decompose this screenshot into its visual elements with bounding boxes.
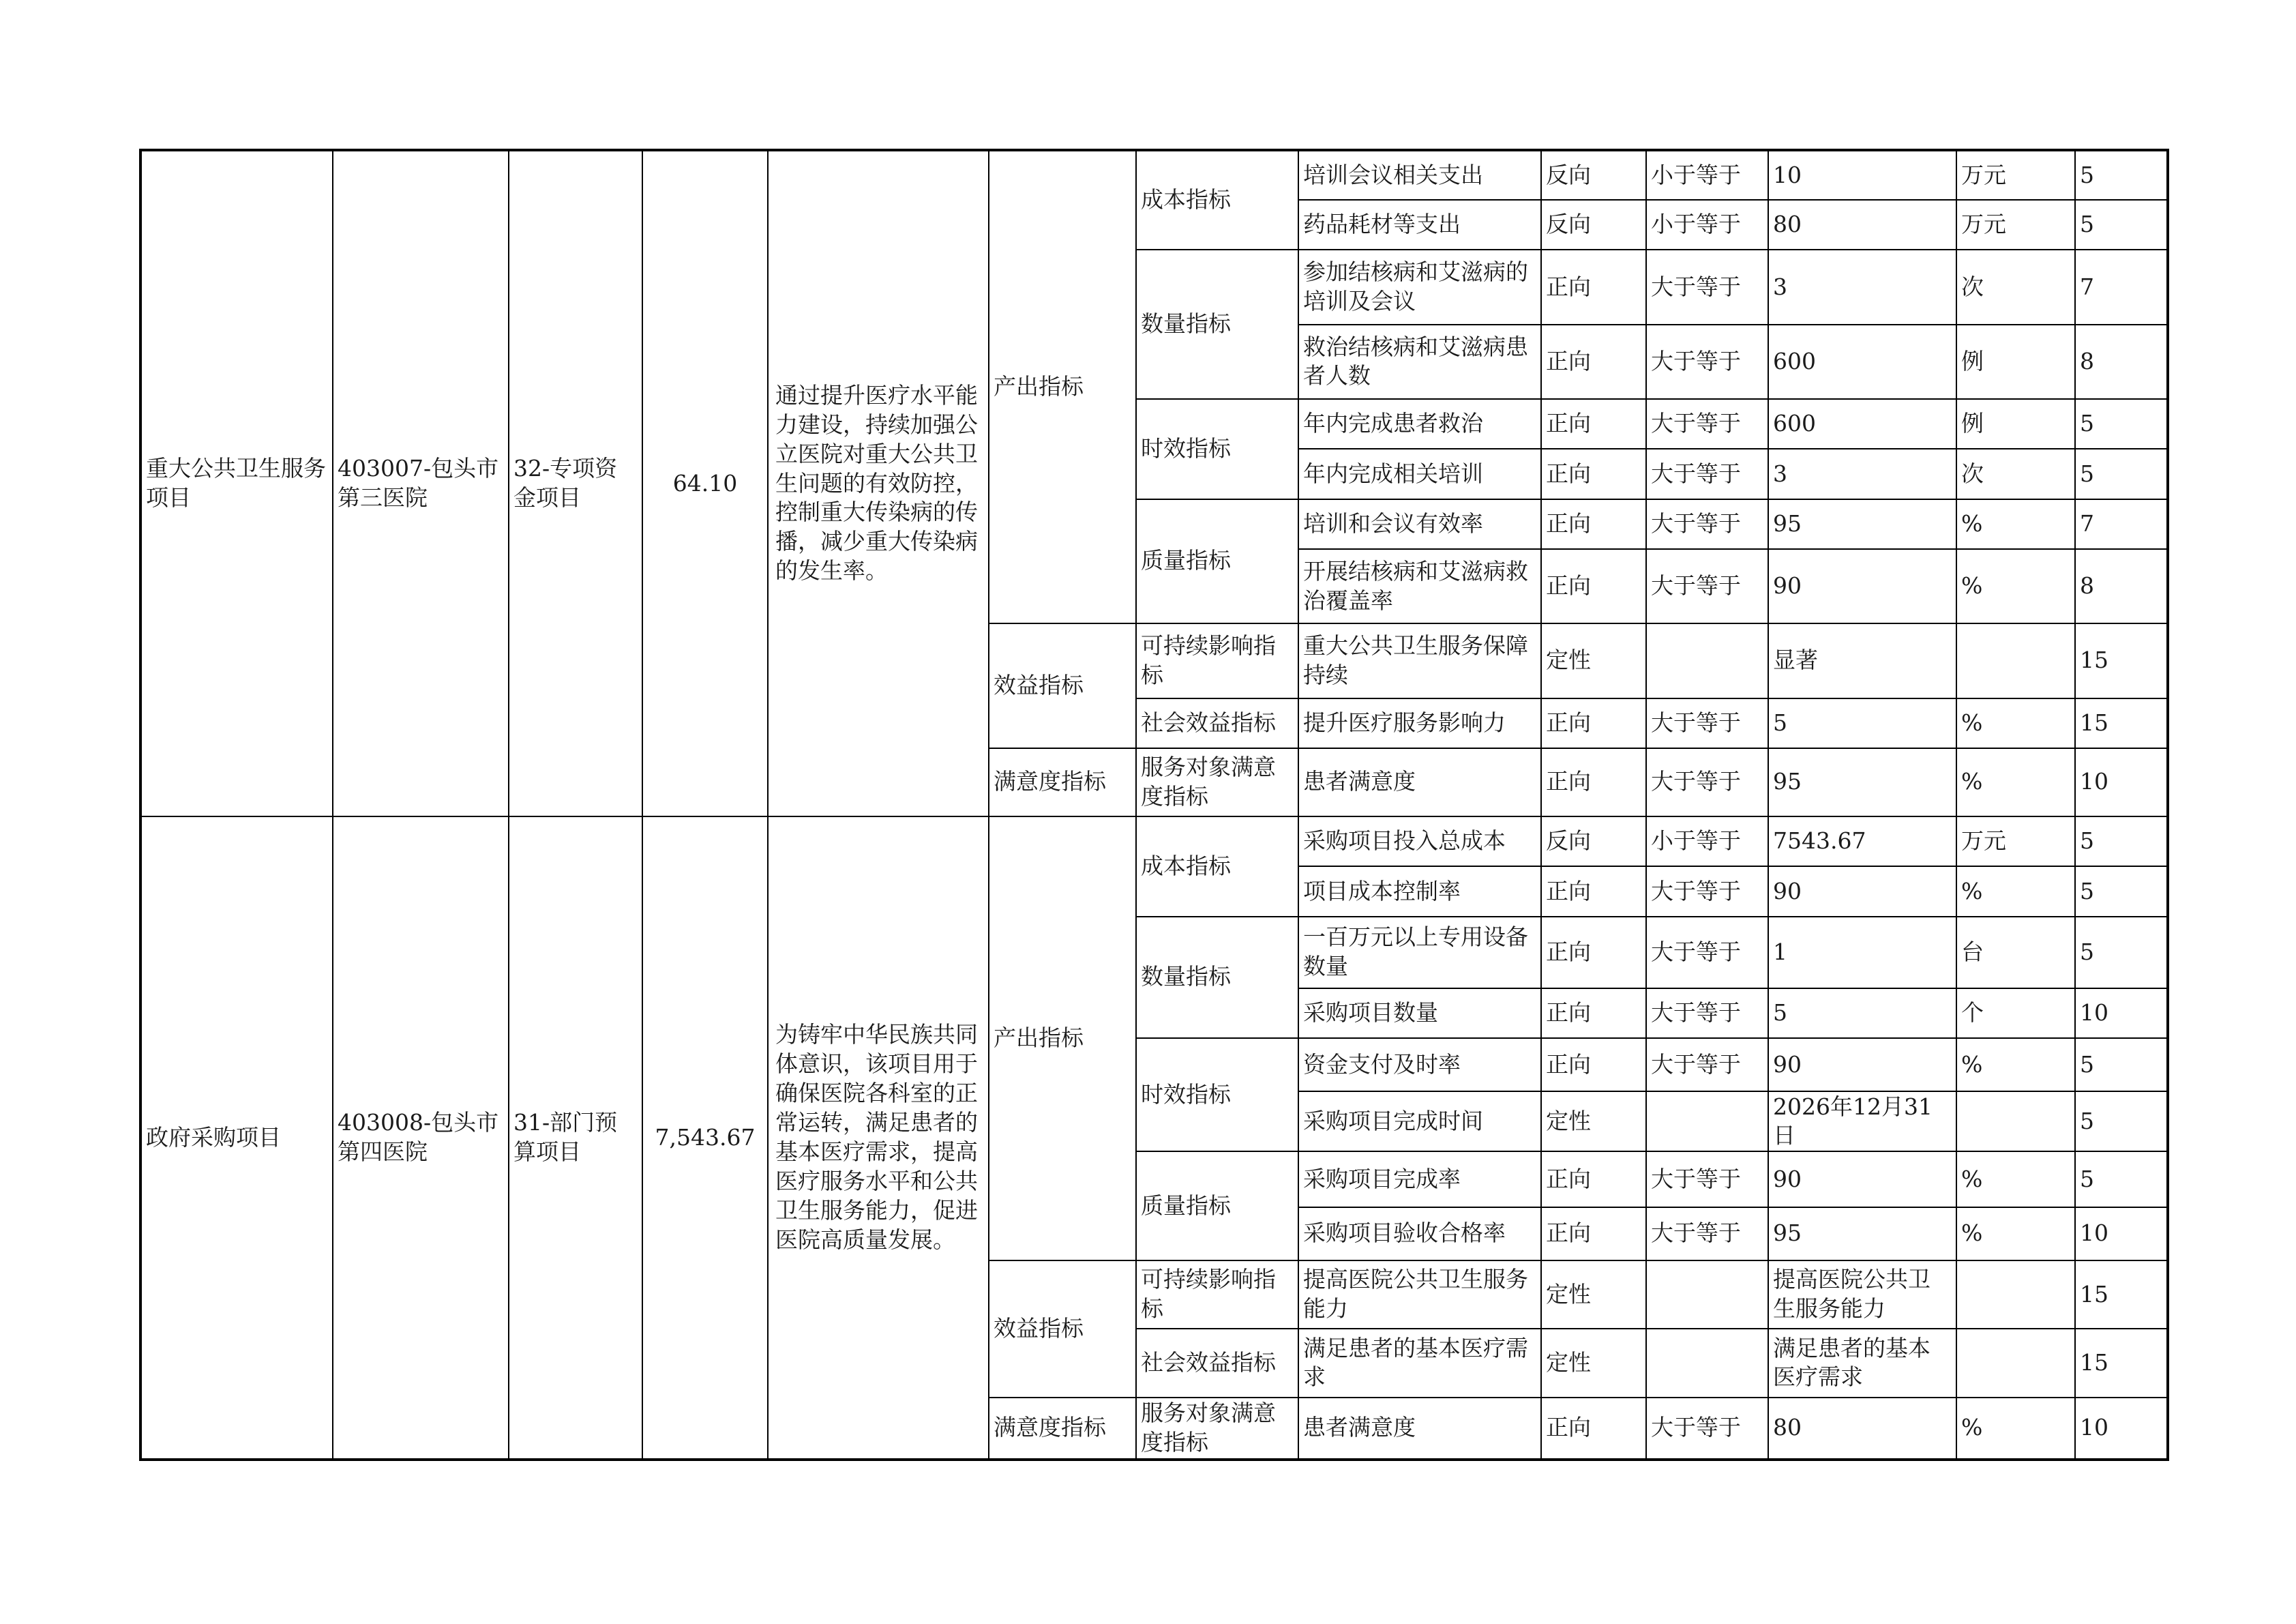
indicator-direction-cell: 正向 bbox=[1541, 748, 1646, 816]
indicator-name-cell: 药品耗材等支出 bbox=[1298, 200, 1541, 250]
indicator-operator-cell: 大于等于 bbox=[1646, 917, 1768, 988]
score-weight-cell: 5 bbox=[2075, 200, 2168, 250]
measure-unit-cell: 例 bbox=[1956, 325, 2075, 399]
indicator-operator-cell: 大于等于 bbox=[1646, 250, 1768, 324]
indicator-direction-cell: 正向 bbox=[1541, 250, 1646, 324]
target-value-cell: 2026年12月31日 bbox=[1768, 1091, 1956, 1151]
measure-unit-cell: 万元 bbox=[1956, 816, 2075, 866]
measure-unit-cell: % bbox=[1956, 748, 2075, 816]
score-weight-cell: 5 bbox=[2075, 1091, 2168, 1151]
score-weight-cell: 5 bbox=[2075, 1151, 2168, 1207]
level1-indicator-cell: 产出指标 bbox=[989, 816, 1136, 1260]
indicator-name-cell: 培训和会议有效率 bbox=[1298, 499, 1541, 549]
indicator-operator-cell: 大于等于 bbox=[1646, 549, 1768, 623]
indicator-name-cell: 一百万元以上专用设备数量 bbox=[1298, 917, 1541, 988]
indicator-direction-cell: 定性 bbox=[1541, 1091, 1646, 1151]
indicator-operator-cell: 小于等于 bbox=[1646, 150, 1768, 200]
target-value-cell: 90 bbox=[1768, 1151, 1956, 1207]
amount-cell: 64.10 bbox=[642, 150, 768, 816]
measure-unit-cell bbox=[1956, 623, 2075, 698]
measure-unit-cell: 次 bbox=[1956, 449, 2075, 499]
level1-indicator-cell: 产出指标 bbox=[989, 150, 1136, 623]
target-value-cell: 10 bbox=[1768, 150, 1956, 200]
target-value-cell: 1 bbox=[1768, 917, 1956, 988]
measure-unit-cell: % bbox=[1956, 549, 2075, 623]
level2-indicator-cell: 时效指标 bbox=[1136, 399, 1298, 499]
indicator-direction-cell: 正向 bbox=[1541, 988, 1646, 1038]
indicator-name-cell: 提高医院公共卫生服务能力 bbox=[1298, 1260, 1541, 1329]
target-value-cell: 90 bbox=[1768, 1038, 1956, 1091]
indicator-direction-cell: 定性 bbox=[1541, 1260, 1646, 1329]
score-weight-cell: 5 bbox=[2075, 449, 2168, 499]
indicator-name-cell: 采购项目完成时间 bbox=[1298, 1091, 1541, 1151]
measure-unit-cell bbox=[1956, 1260, 2075, 1329]
measure-unit-cell: % bbox=[1956, 1151, 2075, 1207]
target-value-cell: 90 bbox=[1768, 866, 1956, 916]
target-value-cell: 5 bbox=[1768, 698, 1956, 748]
measure-unit-cell: % bbox=[1956, 866, 2075, 916]
measure-unit-cell: % bbox=[1956, 1207, 2075, 1260]
target-value-cell: 95 bbox=[1768, 499, 1956, 549]
indicator-operator-cell bbox=[1646, 1329, 1768, 1397]
indicator-operator-cell: 大于等于 bbox=[1646, 1038, 1768, 1091]
score-weight-cell: 7 bbox=[2075, 499, 2168, 549]
indicator-direction-cell: 正向 bbox=[1541, 917, 1646, 988]
level2-indicator-cell: 时效指标 bbox=[1136, 1038, 1298, 1151]
indicator-direction-cell: 正向 bbox=[1541, 1151, 1646, 1207]
indicator-operator-cell: 大于等于 bbox=[1646, 698, 1768, 748]
indicator-name-cell: 提升医疗服务影响力 bbox=[1298, 698, 1541, 748]
measure-unit-cell: 台 bbox=[1956, 917, 2075, 988]
score-weight-cell: 10 bbox=[2075, 1207, 2168, 1260]
project-type-cell: 32-专项资金项目 bbox=[509, 150, 642, 816]
score-weight-cell: 7 bbox=[2075, 250, 2168, 324]
project-name-cell: 重大公共卫生服务项目 bbox=[140, 150, 333, 816]
level2-indicator-cell: 服务对象满意度指标 bbox=[1136, 1398, 1298, 1460]
indicator-direction-cell: 正向 bbox=[1541, 698, 1646, 748]
performance-goal-cell: 为铸牢中华民族共同体意识，该项目用于确保医院各科室的正常运转，满足患者的基本医疗需求，提高医疗服务水平和公共卫生服务能力，促进医院高质量发展。 bbox=[768, 816, 989, 1460]
indicator-operator-cell: 大于等于 bbox=[1646, 988, 1768, 1038]
table-body bbox=[140, 150, 2168, 1460]
target-value-cell: 提高医院公共卫生服务能力 bbox=[1768, 1260, 1956, 1329]
indicator-operator-cell: 大于等于 bbox=[1646, 499, 1768, 549]
indicator-operator-cell: 大于等于 bbox=[1646, 1207, 1768, 1260]
indicator-name-cell: 开展结核病和艾滋病救治覆盖率 bbox=[1298, 549, 1541, 623]
indicator-name-cell: 救治结核病和艾滋病患者人数 bbox=[1298, 325, 1541, 399]
indicator-operator-cell: 小于等于 bbox=[1646, 816, 1768, 866]
indicator-operator-cell bbox=[1646, 1091, 1768, 1151]
score-weight-cell: 5 bbox=[2075, 1038, 2168, 1091]
indicator-name-cell: 患者满意度 bbox=[1298, 748, 1541, 816]
level2-indicator-cell: 数量指标 bbox=[1136, 250, 1298, 399]
indicator-name-cell: 项目成本控制率 bbox=[1298, 866, 1541, 916]
indicator-name-cell: 采购项目验收合格率 bbox=[1298, 1207, 1541, 1260]
indicator-operator-cell: 大于等于 bbox=[1646, 748, 1768, 816]
indicator-operator-cell: 小于等于 bbox=[1646, 200, 1768, 250]
score-weight-cell: 8 bbox=[2075, 325, 2168, 399]
target-value-cell: 600 bbox=[1768, 399, 1956, 449]
score-weight-cell: 15 bbox=[2075, 1260, 2168, 1329]
performance-indicator-table bbox=[139, 149, 2169, 1461]
indicator-name-cell: 采购项目完成率 bbox=[1298, 1151, 1541, 1207]
indicator-direction-cell: 正向 bbox=[1541, 1207, 1646, 1260]
indicator-name-cell: 资金支付及时率 bbox=[1298, 1038, 1541, 1091]
amount-cell: 7,543.67 bbox=[642, 816, 768, 1460]
indicator-operator-cell: 大于等于 bbox=[1646, 399, 1768, 449]
measure-unit-cell bbox=[1956, 1091, 2075, 1151]
project-name-cell: 政府采购项目 bbox=[140, 816, 333, 1460]
indicator-name-cell: 采购项目投入总成本 bbox=[1298, 816, 1541, 866]
level1-indicator-cell: 效益指标 bbox=[989, 1260, 1136, 1398]
indicator-name-cell: 培训会议相关支出 bbox=[1298, 150, 1541, 200]
indicator-operator-cell: 大于等于 bbox=[1646, 1398, 1768, 1460]
measure-unit-cell: % bbox=[1956, 1038, 2075, 1091]
score-weight-cell: 15 bbox=[2075, 1329, 2168, 1397]
indicator-direction-cell: 定性 bbox=[1541, 623, 1646, 698]
indicator-name-cell: 年内完成患者救治 bbox=[1298, 399, 1541, 449]
indicator-direction-cell: 反向 bbox=[1541, 816, 1646, 866]
score-weight-cell: 5 bbox=[2075, 917, 2168, 988]
score-weight-cell: 10 bbox=[2075, 748, 2168, 816]
level2-indicator-cell: 可持续影响指标 bbox=[1136, 623, 1298, 698]
score-weight-cell: 8 bbox=[2075, 549, 2168, 623]
target-value-cell: 600 bbox=[1768, 325, 1956, 399]
score-weight-cell: 15 bbox=[2075, 698, 2168, 748]
level1-indicator-cell: 满意度指标 bbox=[989, 1398, 1136, 1460]
indicator-direction-cell: 反向 bbox=[1541, 150, 1646, 200]
indicator-name-cell: 重大公共卫生服务保障持续 bbox=[1298, 623, 1541, 698]
target-value-cell: 95 bbox=[1768, 748, 1956, 816]
indicator-operator-cell: 大于等于 bbox=[1646, 1151, 1768, 1207]
level1-indicator-cell: 满意度指标 bbox=[989, 748, 1136, 816]
target-value-cell: 95 bbox=[1768, 1207, 1956, 1260]
level2-indicator-cell: 成本指标 bbox=[1136, 150, 1298, 250]
measure-unit-cell: 个 bbox=[1956, 988, 2075, 1038]
level2-indicator-cell: 社会效益指标 bbox=[1136, 1329, 1298, 1397]
performance-goal-cell: 通过提升医疗水平能力建设，持续加强公立医院对重大公共卫生问题的有效防控，控制重大传染病的传播，减少重大传染病的发生率。 bbox=[768, 150, 989, 816]
budget-unit-cell: 403008-包头市第四医院 bbox=[333, 816, 509, 1460]
score-weight-cell: 5 bbox=[2075, 150, 2168, 200]
indicator-direction-cell: 正向 bbox=[1541, 449, 1646, 499]
indicator-direction-cell: 反向 bbox=[1541, 200, 1646, 250]
measure-unit-cell: % bbox=[1956, 698, 2075, 748]
indicator-name-cell: 患者满意度 bbox=[1298, 1398, 1541, 1460]
score-weight-cell: 10 bbox=[2075, 1398, 2168, 1460]
score-weight-cell: 5 bbox=[2075, 866, 2168, 916]
level2-indicator-cell: 数量指标 bbox=[1136, 917, 1298, 1039]
indicator-direction-cell: 正向 bbox=[1541, 499, 1646, 549]
indicator-direction-cell: 正向 bbox=[1541, 325, 1646, 399]
indicator-direction-cell: 正向 bbox=[1541, 1398, 1646, 1460]
level2-indicator-cell: 可持续影响指标 bbox=[1136, 1260, 1298, 1329]
target-value-cell: 3 bbox=[1768, 449, 1956, 499]
indicator-direction-cell: 正向 bbox=[1541, 549, 1646, 623]
indicator-name-cell: 采购项目数量 bbox=[1298, 988, 1541, 1038]
indicator-name-cell: 参加结核病和艾滋病的培训及会议 bbox=[1298, 250, 1541, 324]
score-weight-cell: 5 bbox=[2075, 816, 2168, 866]
target-value-cell: 7543.67 bbox=[1768, 816, 1956, 866]
indicator-operator-cell: 大于等于 bbox=[1646, 866, 1768, 916]
score-weight-cell: 5 bbox=[2075, 399, 2168, 449]
score-weight-cell: 15 bbox=[2075, 623, 2168, 698]
measure-unit-cell: 次 bbox=[1956, 250, 2075, 324]
table-row bbox=[140, 150, 2168, 200]
table-row bbox=[140, 816, 2168, 866]
target-value-cell: 满足患者的基本医疗需求 bbox=[1768, 1329, 1956, 1397]
indicator-operator-cell bbox=[1646, 623, 1768, 698]
indicator-operator-cell: 大于等于 bbox=[1646, 325, 1768, 399]
target-value-cell: 显著 bbox=[1768, 623, 1956, 698]
indicator-operator-cell bbox=[1646, 1260, 1768, 1329]
measure-unit-cell: % bbox=[1956, 1398, 2075, 1460]
target-value-cell: 80 bbox=[1768, 1398, 1956, 1460]
target-value-cell: 80 bbox=[1768, 200, 1956, 250]
indicator-name-cell: 满足患者的基本医疗需求 bbox=[1298, 1329, 1541, 1397]
level1-indicator-cell: 效益指标 bbox=[989, 623, 1136, 748]
measure-unit-cell: 例 bbox=[1956, 399, 2075, 449]
target-value-cell: 5 bbox=[1768, 988, 1956, 1038]
level2-indicator-cell: 质量指标 bbox=[1136, 499, 1298, 624]
indicator-operator-cell: 大于等于 bbox=[1646, 449, 1768, 499]
indicator-name-cell: 年内完成相关培训 bbox=[1298, 449, 1541, 499]
indicator-direction-cell: 正向 bbox=[1541, 1038, 1646, 1091]
budget-unit-cell: 403007-包头市第三医院 bbox=[333, 150, 509, 816]
level2-indicator-cell: 质量指标 bbox=[1136, 1151, 1298, 1260]
measure-unit-cell bbox=[1956, 1329, 2075, 1397]
target-value-cell: 90 bbox=[1768, 549, 1956, 623]
score-weight-cell: 10 bbox=[2075, 988, 2168, 1038]
level2-indicator-cell: 社会效益指标 bbox=[1136, 698, 1298, 748]
level2-indicator-cell: 成本指标 bbox=[1136, 816, 1298, 916]
indicator-direction-cell: 正向 bbox=[1541, 399, 1646, 449]
project-type-cell: 31-部门预算项目 bbox=[509, 816, 642, 1460]
indicator-direction-cell: 定性 bbox=[1541, 1329, 1646, 1397]
measure-unit-cell: 万元 bbox=[1956, 150, 2075, 200]
indicator-direction-cell: 正向 bbox=[1541, 866, 1646, 916]
target-value-cell: 3 bbox=[1768, 250, 1956, 324]
measure-unit-cell: % bbox=[1956, 499, 2075, 549]
level2-indicator-cell: 服务对象满意度指标 bbox=[1136, 748, 1298, 816]
measure-unit-cell: 万元 bbox=[1956, 200, 2075, 250]
